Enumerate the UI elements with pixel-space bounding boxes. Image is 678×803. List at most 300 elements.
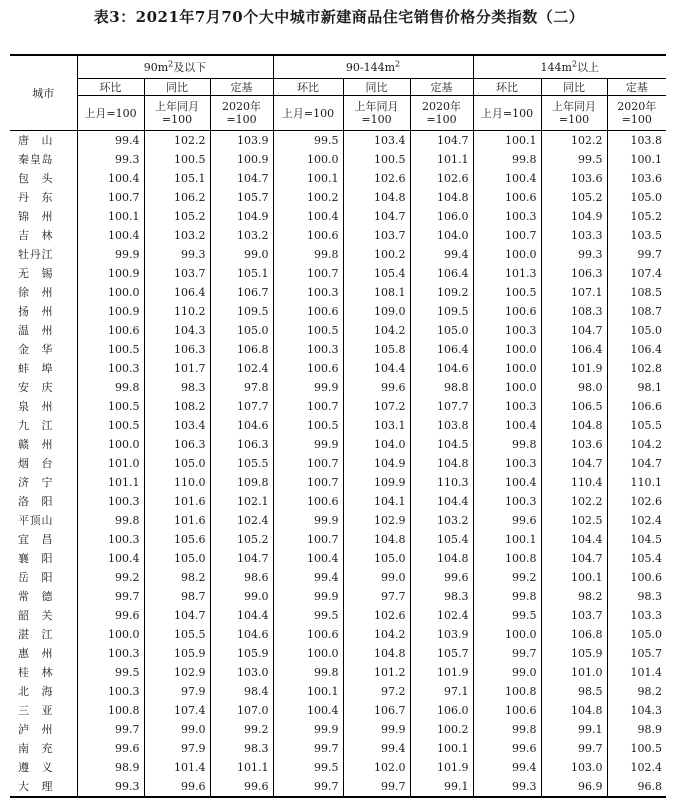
index-value: 100.4 <box>473 169 541 188</box>
table-row <box>10 720 666 739</box>
index-value: 99.3 <box>541 245 607 264</box>
index-value: 103.8 <box>630 134 663 147</box>
index-value: 101.7 <box>144 359 210 378</box>
index-value: 99.0 <box>144 720 210 739</box>
index-value: 99.1 <box>541 720 607 739</box>
index-value: 100.7 <box>273 530 343 549</box>
index-value: 99.4 <box>410 245 473 264</box>
index-value: 104.7 <box>343 207 410 226</box>
index-value: 106.4 <box>410 264 473 283</box>
index-value: 107.2 <box>343 397 410 416</box>
index-value: 104.8 <box>343 644 410 663</box>
index-value: 100.5 <box>273 321 343 340</box>
index-value: 104.7 <box>541 454 607 473</box>
index-value: 103.1 <box>343 416 410 435</box>
index-value: 102.4 <box>210 511 273 530</box>
index-value: 100.5 <box>343 150 410 169</box>
index-value: 100.8 <box>77 701 144 720</box>
index-value: 100.3 <box>473 207 541 226</box>
table-row <box>10 188 666 207</box>
index-value: 99.6 <box>77 606 144 625</box>
index-value: 109.5 <box>410 302 473 321</box>
index-value: 107.0 <box>210 701 273 720</box>
index-value: 97.2 <box>343 682 410 701</box>
index-value: 100.3 <box>77 682 144 701</box>
index-value: 104.4 <box>343 359 410 378</box>
sub-header-mom: 环比 <box>273 79 343 96</box>
base-2020: 2020年 =100 <box>210 96 273 131</box>
index-value: 108.2 <box>144 397 210 416</box>
index-value: 106.0 <box>410 207 473 226</box>
index-value: 103.8 <box>410 416 473 435</box>
index-value: 106.2 <box>144 188 210 207</box>
table-row <box>10 207 666 226</box>
index-value: 104.1 <box>343 492 410 511</box>
table-row <box>10 416 666 435</box>
table-row <box>10 511 666 530</box>
city-name: 宜昌 <box>10 530 77 549</box>
index-value: 102.6 <box>410 169 473 188</box>
index-value: 100.7 <box>273 264 343 283</box>
index-value: 98.3 <box>410 587 473 606</box>
index-value: 99.7 <box>273 777 343 797</box>
index-value: 103.6 <box>541 169 607 188</box>
index-value: 100.5 <box>273 416 343 435</box>
index-value: 101.1 <box>210 758 273 777</box>
index-value: 99.5 <box>273 758 343 777</box>
sub-header-mom: 环比 <box>77 79 144 96</box>
table-row <box>10 777 666 797</box>
index-value: 101.2 <box>343 663 410 682</box>
index-value: 99.4 <box>473 758 541 777</box>
index-value: 100.1 <box>273 682 343 701</box>
table-row <box>10 549 666 568</box>
table-row <box>10 226 666 245</box>
city-name: 平顶山 <box>10 511 77 530</box>
index-value: 102.2 <box>144 131 210 151</box>
index-value: 104.6 <box>210 625 273 644</box>
price-index-table <box>10 54 666 798</box>
index-value: 100.3 <box>473 321 541 340</box>
index-value: 99.0 <box>210 587 273 606</box>
index-value: 100.6 <box>473 188 541 207</box>
index-value: 98.2 <box>144 568 210 587</box>
base-prev-month: 上月=100 <box>273 96 343 131</box>
index-value: 106.5 <box>541 397 607 416</box>
base-same-month-last-year: 上年同月 =100 <box>541 96 607 131</box>
index-value: 103.6 <box>630 172 663 185</box>
header-row-bases <box>10 96 666 131</box>
index-value: 99.9 <box>273 720 343 739</box>
index-value: 96.8 <box>607 777 666 797</box>
index-value: 101.1 <box>410 150 473 169</box>
city-name: 三亚 <box>10 701 77 720</box>
index-value: 99.0 <box>343 568 410 587</box>
index-value: 100.3 <box>273 283 343 302</box>
index-value: 100.1 <box>630 153 663 166</box>
index-value: 100.0 <box>473 625 541 644</box>
city-name: 温州 <box>10 321 77 340</box>
index-value: 102.4 <box>630 761 663 774</box>
index-value: 100.6 <box>273 359 343 378</box>
index-value: 99.1 <box>410 777 473 797</box>
city-name: 包头 <box>10 169 77 188</box>
index-value: 97.7 <box>343 587 410 606</box>
index-value: 105.0 <box>343 549 410 568</box>
index-value: 99.5 <box>77 663 144 682</box>
index-value: 104.0 <box>410 226 473 245</box>
index-value: 106.4 <box>541 340 607 359</box>
index-value: 99.8 <box>473 150 541 169</box>
index-value: 100.3 <box>273 340 343 359</box>
index-value: 98.9 <box>637 723 663 736</box>
city-name: 丹东 <box>10 188 77 207</box>
city-name: 南充 <box>10 739 77 758</box>
index-value: 103.9 <box>410 625 473 644</box>
group-header-90-144: $90-144m^2$ <box>273 55 473 79</box>
index-value: 101.9 <box>541 359 607 378</box>
index-value: 99.7 <box>541 739 607 758</box>
index-value: 99.5 <box>473 606 541 625</box>
index-value: 105.2 <box>144 207 210 226</box>
index-value: 106.0 <box>410 701 473 720</box>
index-value: 98.3 <box>144 378 210 397</box>
index-value: 101.9 <box>410 758 473 777</box>
index-value: 105.2 <box>541 188 607 207</box>
index-value: 100.6 <box>273 302 343 321</box>
sub-header-yoy: 同比 <box>144 79 210 96</box>
index-value: 99.4 <box>273 568 343 587</box>
index-value: 97.8 <box>210 378 273 397</box>
index-value: 100.5 <box>77 340 144 359</box>
base-2020: 2020年 =100 <box>410 96 473 131</box>
index-value: 101.6 <box>144 492 210 511</box>
index-value: 100.0 <box>473 340 541 359</box>
index-value: 99.8 <box>273 245 343 264</box>
index-value: 110.1 <box>630 476 663 489</box>
city-name: 湛江 <box>10 625 77 644</box>
index-value: 106.4 <box>144 283 210 302</box>
index-value: 99.6 <box>343 378 410 397</box>
index-value: 100.2 <box>343 245 410 264</box>
index-value: 99.2 <box>473 568 541 587</box>
city-name: 洛阳 <box>10 492 77 511</box>
city-name: 九江 <box>10 416 77 435</box>
table-row <box>10 530 666 549</box>
index-value: 100.0 <box>473 378 541 397</box>
index-value: 103.7 <box>144 264 210 283</box>
index-value: 100.4 <box>473 416 541 435</box>
index-value: 105.1 <box>144 169 210 188</box>
city-name: 惠州 <box>10 644 77 663</box>
table-row <box>10 378 666 397</box>
index-value: 105.7 <box>630 647 663 660</box>
index-value: 109.9 <box>343 473 410 492</box>
index-value: 104.3 <box>144 321 210 340</box>
index-value: 99.8 <box>77 511 144 530</box>
table-row <box>10 321 666 340</box>
index-value: 99.3 <box>77 150 144 169</box>
table-row <box>10 758 666 777</box>
index-value: 99.5 <box>273 131 343 151</box>
index-value: 100.9 <box>210 150 273 169</box>
table-row <box>10 359 666 378</box>
table-row <box>10 302 666 321</box>
index-value: 98.7 <box>144 587 210 606</box>
index-value: 106.7 <box>343 701 410 720</box>
index-value: 104.5 <box>630 533 663 546</box>
index-value: 106.7 <box>210 283 273 302</box>
index-value: 99.8 <box>77 378 144 397</box>
index-value: 107.4 <box>144 701 210 720</box>
table-row <box>10 625 666 644</box>
header-row-types <box>10 79 666 96</box>
index-value: 109.8 <box>210 473 273 492</box>
index-value: 101.6 <box>144 511 210 530</box>
index-value: 97.9 <box>144 682 210 701</box>
index-value: 106.3 <box>210 435 273 454</box>
index-value: 104.4 <box>410 492 473 511</box>
city-name: 泸州 <box>10 720 77 739</box>
city-name: 徐州 <box>10 283 77 302</box>
city-name: 北海 <box>10 682 77 701</box>
index-value: 104.5 <box>410 435 473 454</box>
table-row <box>10 264 666 283</box>
index-value: 106.3 <box>144 435 210 454</box>
index-value: 100.0 <box>77 625 144 644</box>
index-value: 98.9 <box>77 758 144 777</box>
city-name: 桂林 <box>10 663 77 682</box>
index-value: 105.5 <box>210 454 273 473</box>
index-value: 106.3 <box>541 264 607 283</box>
table-row <box>10 245 666 264</box>
index-value: 99.6 <box>410 568 473 587</box>
city-name: 常德 <box>10 587 77 606</box>
index-value: 99.7 <box>77 720 144 739</box>
city-name: 泉州 <box>10 397 77 416</box>
city-name: 唐山 <box>10 131 77 151</box>
index-value: 104.3 <box>630 704 663 717</box>
index-value: 99.9 <box>273 378 343 397</box>
index-value: 100.5 <box>473 283 541 302</box>
index-value: 104.8 <box>410 549 473 568</box>
page-title: 表3：2021年7月70个大中城市新建商品住宅销售价格分类指数（二） <box>93 8 585 26</box>
index-value: 108.1 <box>343 283 410 302</box>
index-value: 100.0 <box>273 644 343 663</box>
index-value: 102.6 <box>343 169 410 188</box>
index-value: 104.9 <box>541 207 607 226</box>
index-value: 98.2 <box>637 685 663 698</box>
index-value: 104.8 <box>410 188 473 207</box>
index-value: 100.4 <box>273 701 343 720</box>
table-row <box>10 435 666 454</box>
index-value: 99.6 <box>210 777 273 797</box>
city-name: 安庆 <box>10 378 77 397</box>
index-value: 103.5 <box>630 229 663 242</box>
base-prev-month: 上月=100 <box>473 96 541 131</box>
index-value: 104.8 <box>410 454 473 473</box>
index-value: 101.4 <box>144 758 210 777</box>
index-value: 99.5 <box>541 150 607 169</box>
index-value: 102.0 <box>343 758 410 777</box>
city-name: 锦州 <box>10 207 77 226</box>
index-value: 105.0 <box>630 628 663 641</box>
index-value: 100.0 <box>273 150 343 169</box>
index-value: 99.3 <box>77 777 144 797</box>
index-value: 100.0 <box>473 359 541 378</box>
index-value: 100.3 <box>77 530 144 549</box>
index-value: 104.9 <box>343 454 410 473</box>
index-value: 105.4 <box>630 552 663 565</box>
index-value: 100.4 <box>273 549 343 568</box>
table-row <box>10 587 666 606</box>
index-value: 99.2 <box>210 720 273 739</box>
base-same-month-last-year: 上年同月 =100 <box>343 96 410 131</box>
index-value: 100.9 <box>77 264 144 283</box>
index-value: 100.1 <box>473 530 541 549</box>
index-value: 103.4 <box>343 131 410 151</box>
index-value: 102.8 <box>630 362 663 375</box>
index-value: 102.6 <box>630 495 663 508</box>
index-value: 99.7 <box>273 739 343 758</box>
index-value: 99.4 <box>77 131 144 151</box>
index-value: 100.7 <box>77 188 144 207</box>
index-value: 102.2 <box>541 492 607 511</box>
index-value: 105.9 <box>144 644 210 663</box>
sub-header-yoy: 同比 <box>343 79 410 96</box>
index-value: 104.2 <box>630 438 663 451</box>
index-value: 105.2 <box>630 210 663 223</box>
index-value: 99.6 <box>144 777 210 797</box>
index-value: 104.8 <box>541 416 607 435</box>
index-value: 101.1 <box>77 473 144 492</box>
index-value: 105.5 <box>630 419 663 432</box>
index-value: 99.9 <box>343 720 410 739</box>
group-header-90-below: $90m^2$及以下 <box>77 55 273 79</box>
sub-header-mom: 环比 <box>473 79 541 96</box>
index-value: 99.6 <box>473 739 541 758</box>
index-value: 103.6 <box>541 435 607 454</box>
table-row <box>10 169 666 188</box>
index-value: 102.4 <box>630 514 663 527</box>
index-value: 99.5 <box>273 606 343 625</box>
table-row <box>10 473 666 492</box>
index-value: 100.4 <box>77 549 144 568</box>
index-value: 101.3 <box>473 264 541 283</box>
index-value: 101.4 <box>630 666 663 679</box>
index-value: 100.1 <box>410 739 473 758</box>
index-value: 107.7 <box>210 397 273 416</box>
index-value: 105.1 <box>210 264 273 283</box>
index-value: 105.2 <box>210 530 273 549</box>
city-name: 烟台 <box>10 454 77 473</box>
city-name: 济宁 <box>10 473 77 492</box>
table-row <box>10 701 666 720</box>
index-value: 102.9 <box>343 511 410 530</box>
index-value: 98.3 <box>210 739 273 758</box>
city-name: 秦皇岛 <box>10 150 77 169</box>
index-value: 100.1 <box>541 568 607 587</box>
sub-header-yoy: 同比 <box>541 79 607 96</box>
index-value: 102.4 <box>210 359 273 378</box>
index-value: 99.4 <box>343 739 410 758</box>
index-value: 104.7 <box>630 457 663 470</box>
index-value: 100.0 <box>77 283 144 302</box>
index-value: 107.7 <box>410 397 473 416</box>
index-value: 104.9 <box>210 207 273 226</box>
index-value: 100.8 <box>473 549 541 568</box>
index-value: 103.3 <box>630 609 663 622</box>
index-value: 100.6 <box>473 302 541 321</box>
city-name: 大理 <box>10 777 77 797</box>
index-value: 98.2 <box>541 587 607 606</box>
index-value: 103.2 <box>410 511 473 530</box>
index-value: 103.2 <box>210 226 273 245</box>
index-value: 100.8 <box>473 682 541 701</box>
index-value: 105.7 <box>410 644 473 663</box>
index-value: 100.6 <box>273 226 343 245</box>
index-value: 105.5 <box>144 625 210 644</box>
index-value: 102.1 <box>210 492 273 511</box>
base-prev-month: 上月=100 <box>77 96 144 131</box>
index-value: 105.0 <box>410 321 473 340</box>
index-value: 105.8 <box>343 340 410 359</box>
index-value: 99.0 <box>210 245 273 264</box>
index-value: 104.8 <box>343 188 410 207</box>
index-value: 98.6 <box>210 568 273 587</box>
index-value: 104.8 <box>541 701 607 720</box>
index-value: 104.7 <box>541 549 607 568</box>
index-value: 110.4 <box>541 473 607 492</box>
index-value: 103.7 <box>343 226 410 245</box>
index-value: 100.1 <box>473 131 541 151</box>
index-value: 104.7 <box>541 321 607 340</box>
index-value: 106.8 <box>210 340 273 359</box>
index-value: 99.8 <box>273 663 343 682</box>
index-value: 98.3 <box>637 590 663 603</box>
city-name: 金华 <box>10 340 77 359</box>
table-row <box>10 663 666 682</box>
index-value: 100.6 <box>473 701 541 720</box>
index-value: 103.4 <box>144 416 210 435</box>
index-value: 105.4 <box>343 264 410 283</box>
index-value: 103.2 <box>144 226 210 245</box>
table-row <box>10 454 666 473</box>
index-value: 102.4 <box>410 606 473 625</box>
index-value: 107.4 <box>630 267 663 280</box>
index-value: 99.6 <box>473 511 541 530</box>
city-name: 岳阳 <box>10 568 77 587</box>
city-name: 扬州 <box>10 302 77 321</box>
city-name: 蚌埠 <box>10 359 77 378</box>
index-value: 101.0 <box>541 663 607 682</box>
index-value: 105.0 <box>144 454 210 473</box>
index-value: 100.3 <box>77 359 144 378</box>
index-value: 104.7 <box>410 131 473 151</box>
index-value: 98.8 <box>410 378 473 397</box>
index-value: 105.0 <box>630 324 663 337</box>
index-value: 99.0 <box>473 663 541 682</box>
index-value: 100.2 <box>410 720 473 739</box>
index-value: 106.4 <box>410 340 473 359</box>
index-value: 100.1 <box>77 207 144 226</box>
index-value: 99.7 <box>473 644 541 663</box>
index-value: 100.5 <box>77 416 144 435</box>
index-value: 101.0 <box>77 454 144 473</box>
index-value: 97.9 <box>144 739 210 758</box>
index-value: 102.2 <box>541 131 607 151</box>
table-row <box>10 150 666 169</box>
